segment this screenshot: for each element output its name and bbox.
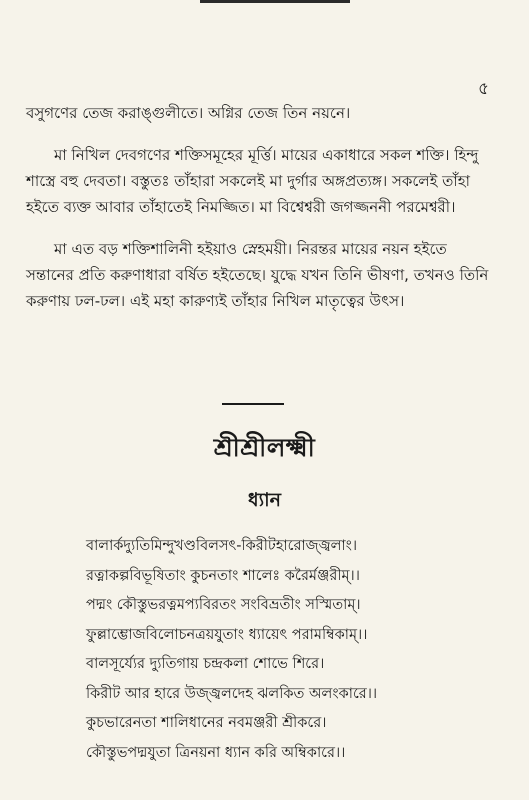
- verse-line: বালার্কদ্যুতিমিন্দুখণ্ডবিলসৎ-কিরীটহারোজ্জ্বলাং।: [86, 538, 358, 554]
- verse-line: ফুল্লাম্ভোজবিলোচনত্রয়যুতাং ধ্যায়েৎ পরামম্বিকাম্।।: [86, 626, 368, 643]
- page-number: ৫: [477, 79, 489, 99]
- section-subtitle: ধ্যান: [247, 489, 281, 511]
- paragraph-2: মা নিখিল দেবগণের শক্তিসমূহের মূর্ত্তি। মায়ের একাধারে সকল শক্তি। হিন্দু শাস্ত্রে বহু দেবতা। বস্তুতঃ তাঁহারা সকলেই মা দুর্গার অঙ্গপ্রত্যঙ্গ। সকলেই তাঁহা হইতে ব্যক্ত আবার তাঁহাতেই নিমজ্জিত। মা বিশ্বেশ্বরী জগজ্জননী পরমেশ্বরী।: [26, 146, 479, 216]
- verse-line: রত্নাকল্পবিভূষিতাং কুচনতাং শালেঃ করৈর্মঞ্জরীম্।।: [86, 567, 360, 584]
- top-rule-divider: [200, 0, 350, 3]
- body-text: [26, 100, 496, 330]
- section-divider: [222, 403, 284, 405]
- verse-line: পদ্মং কৌস্তুভরত্নমপ্যবিরতং সংবিভ্রতীং সস্মিতাম্।: [86, 597, 361, 613]
- verse-line: কিরীট আর হারে উজ্জ্বলদেহ ঝলকিত অলংকারে।।: [86, 685, 378, 702]
- paragraph-3: মা এত বড় শক্তিশালিনী হইয়াও স্নেহময়ী। নিরন্তর মায়ের নয়ন হইতে সন্তানের প্রতি করুণাধারা বর্ষিত হইতেছে। যুদ্ধে যখন তিনি ভীষণা, তখনও তিনি করুণায় ঢল-ঢল। এই মহা কারুণ্যই তাঁহার নিখিল মাতৃত্বের উৎস।: [26, 240, 489, 310]
- section-title: শ্রীশ্রীলক্ষ্মী: [213, 433, 316, 462]
- verse-line: কুচভারেনতা শালিধানের নবমঞ্জরী শ্রীকরে।: [86, 715, 327, 731]
- verse-block: [86, 532, 526, 768]
- verse-line: বালসূর্য্যের দ্যুতিগায় চন্দ্রকলা শোভে শিরে।: [86, 656, 325, 672]
- paragraph-1: বসুগণের তেজ করাঙ্গুলীতে। অগ্নির তেজ তিন নয়নে।: [26, 104, 351, 122]
- verse-line: কৌস্তুভপদ্মযুতা ত্রিনয়না ধ্যান করি অম্বিকারে।।: [86, 744, 346, 761]
